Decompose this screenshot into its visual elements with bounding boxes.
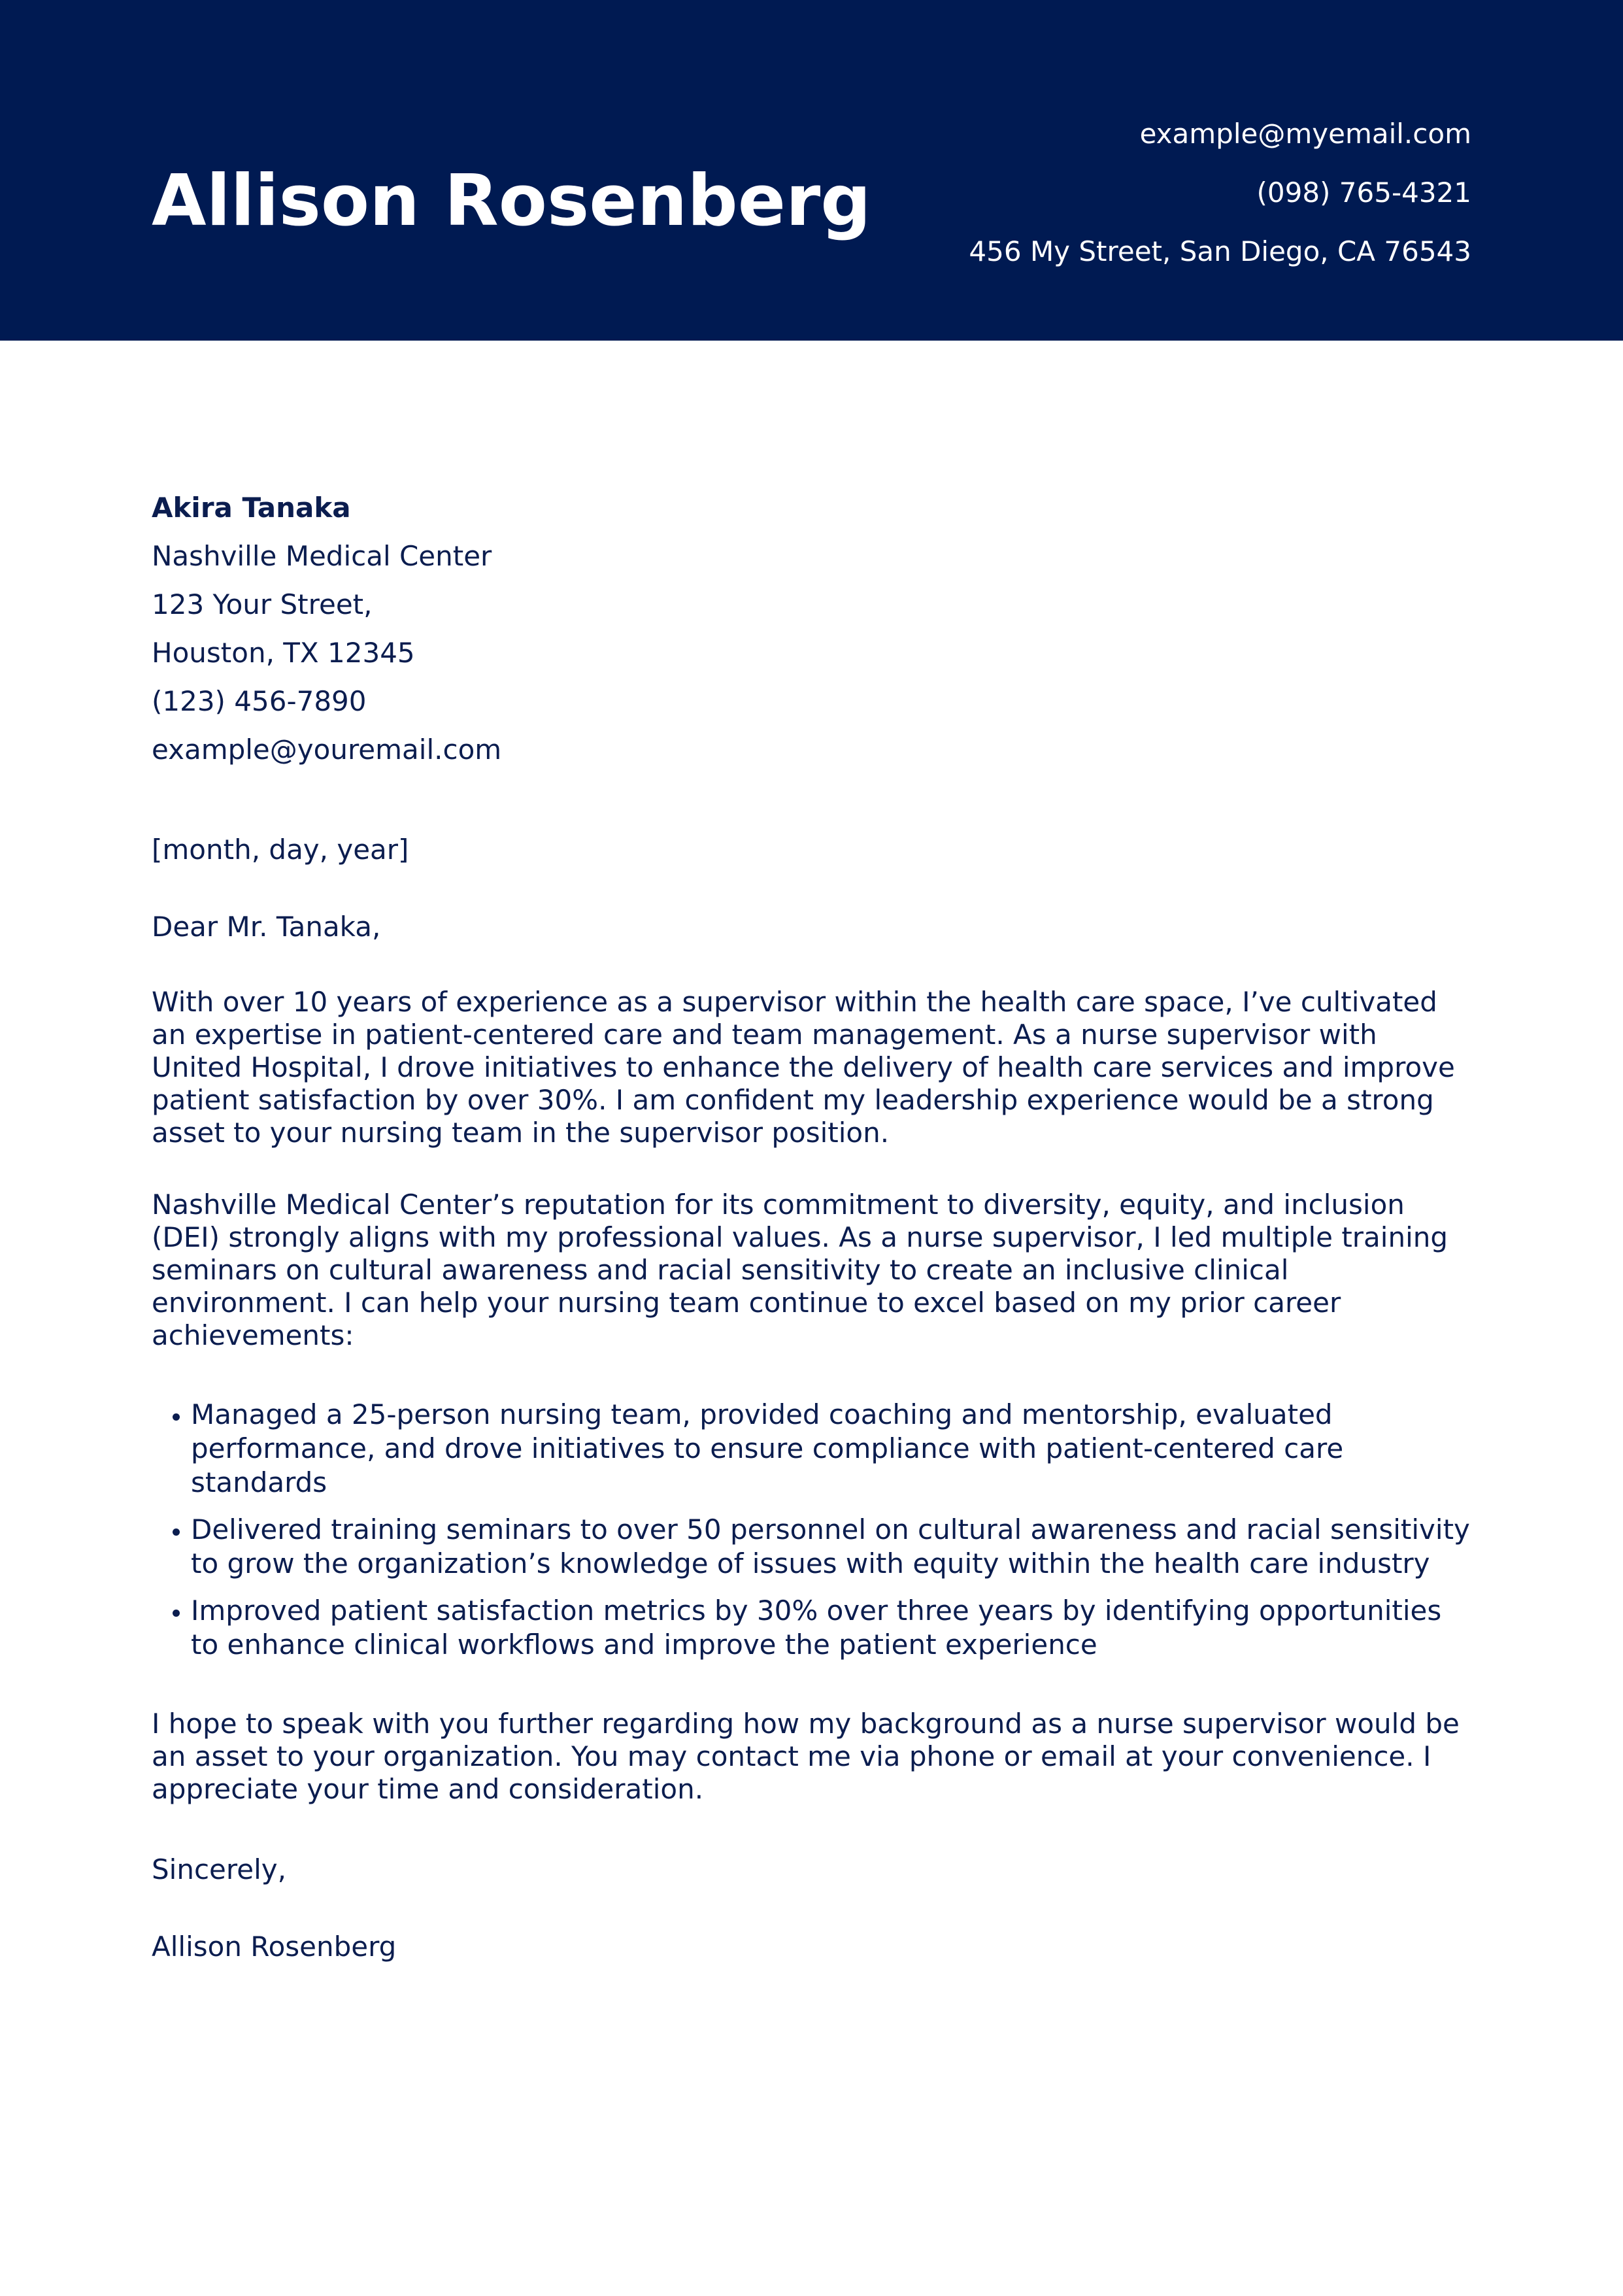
recipient-name: Akira Tanaka bbox=[152, 492, 351, 524]
list-item: • Delivered training seminars to over 50 personnel on cultural awareness and racial sensitivity to grow the organization’s knowledge of issues with equity within the health care industry bbox=[191, 1513, 1471, 1581]
paragraph-closing: I hope to speak with you further regarding how my background as a nurse supervisor would be an asset to your organization. You may contact me via phone or email at your convenience. I appreciate your time and consideration. bbox=[152, 1708, 1460, 1805]
sender-address: 456 My Street, San Diego, CA 76543 bbox=[969, 235, 1471, 267]
signature-name: Allison Rosenberg bbox=[152, 1931, 397, 1963]
paragraph-values: Nashville Medical Center’s reputation for its commitment to diversity, equity, and inclusion (DEI) strongly aligns with my professional values. As a nurse supervisor, I led multiple training seminars on cultural awareness and racial sensitivity to create an inclusive clinical environment. I can help your nursing team continue to excel based on my prior career achievements: bbox=[152, 1189, 1448, 1351]
recipient-organization: Nashville Medical Center bbox=[152, 540, 492, 572]
recipient-phone: (123) 456-7890 bbox=[152, 685, 367, 717]
recipient-block bbox=[152, 484, 1471, 774]
sender-contact bbox=[969, 105, 1471, 281]
letter-date: [month, day, year] bbox=[152, 834, 409, 866]
letter-body bbox=[152, 484, 1471, 1967]
sender-name: Allison Rosenberg bbox=[152, 160, 871, 242]
list-item: • Managed a 25-person nursing team, provided coaching and mentorship, evaluated performance, and drove initiatives to ensure compliance with patient-centered care standards bbox=[191, 1398, 1471, 1500]
sender-email: example@myemail.com bbox=[1139, 118, 1471, 150]
paragraph-intro: With over 10 years of experience as a supervisor within the health care space, I’ve cultivated an expertise in patient-centered care and team management. As a nurse supervisor with United Hospital, I drove initiatives to enhance the delivery of health care services and improve patient satisfaction by over 30%. I am confident my leadership experience would be a strong asset to your nursing team in the supervisor position. bbox=[152, 986, 1455, 1149]
achievements-list bbox=[152, 1398, 1471, 1662]
recipient-city: Houston, TX 12345 bbox=[152, 637, 415, 669]
sender-phone: (098) 765-4321 bbox=[1256, 177, 1471, 209]
recipient-email: example@youremail.com bbox=[152, 734, 502, 766]
list-item: • Improved patient satisfaction metrics by 30% over three years by identifying opportunities to enhance clinical workflows and improve the patient experience bbox=[191, 1594, 1471, 1662]
closing-phrase: Sincerely, bbox=[152, 1853, 286, 1885]
header-banner bbox=[0, 0, 1623, 341]
recipient-street: 123 Your Street, bbox=[152, 588, 373, 620]
salutation: Dear Mr. Tanaka, bbox=[152, 911, 381, 943]
